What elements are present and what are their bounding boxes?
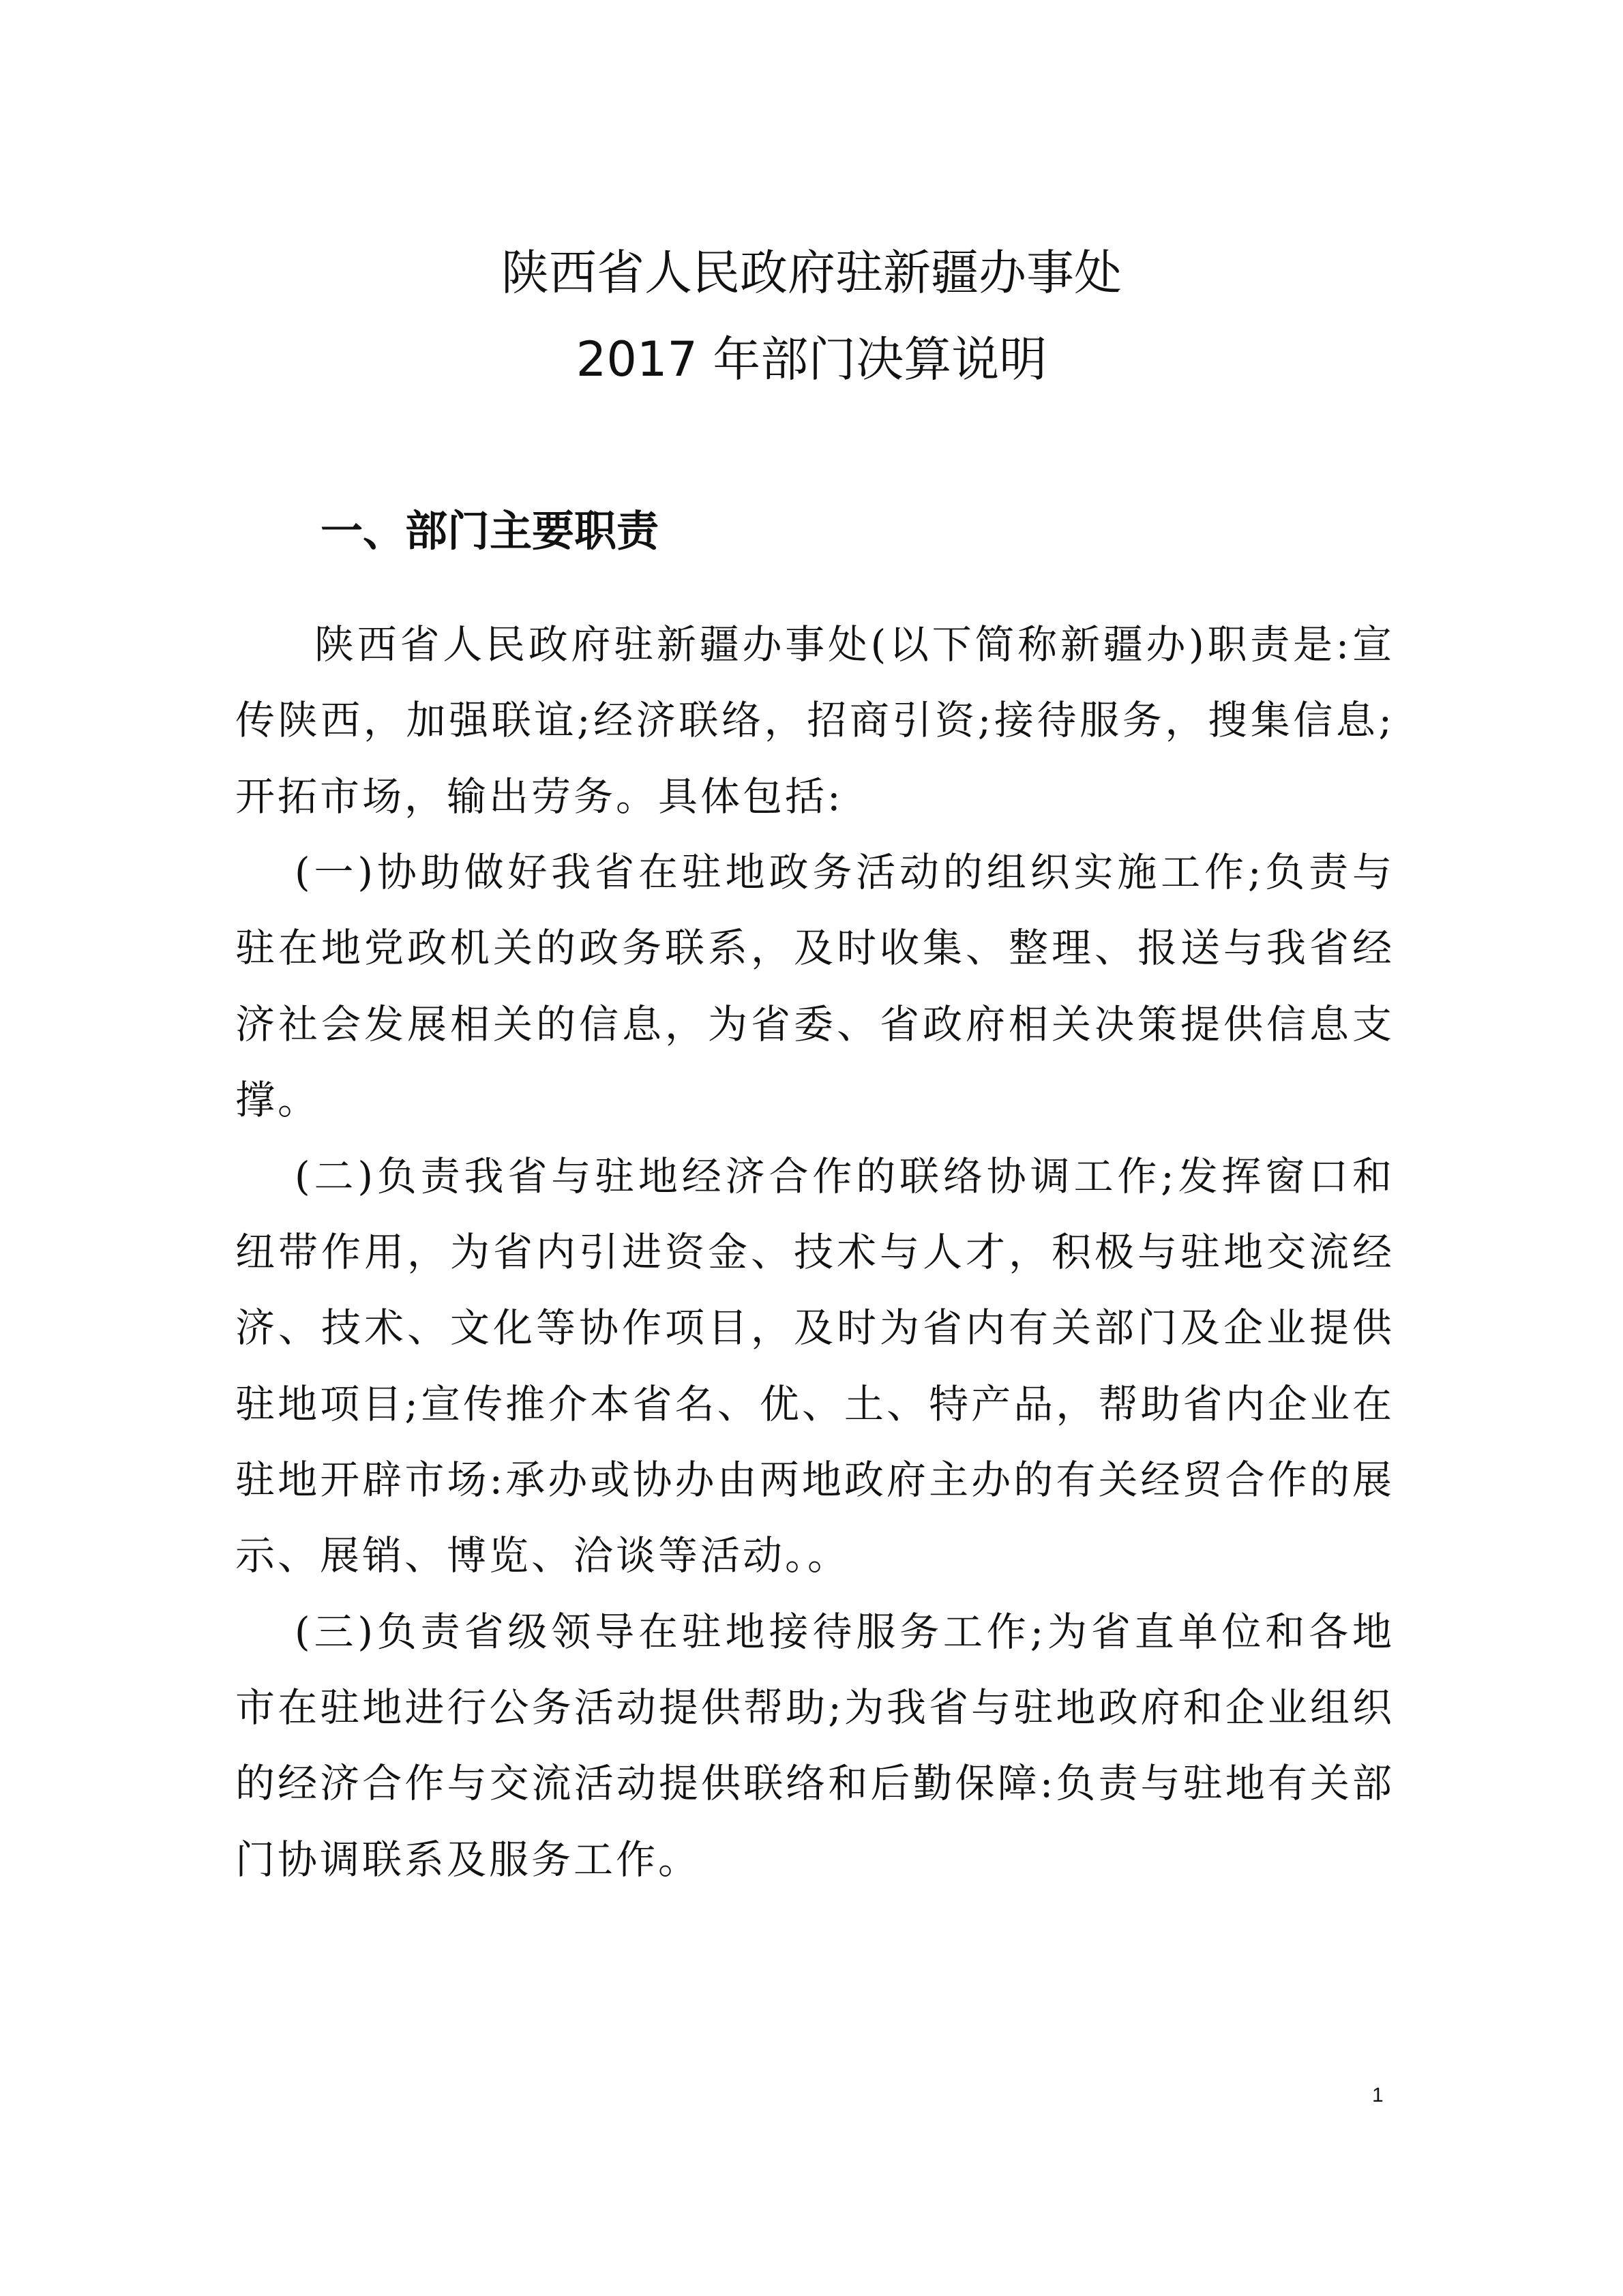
page-number: 1: [1372, 2084, 1384, 2106]
document-title: 陕西省人民政府驻新疆办事处: [501, 245, 1122, 301]
paragraph-item-2: (二)负责我省与驻地经济合作的联络协调工作;发挥窗口和纽带作用，为省内引进资金、技术与人才，积极与驻地交流经济、技术、文化等协作项目，及时为省内有关部门及企业提供驻地项目;宣传推介本省名、优、土、特产品，帮助省内企业在驻地开辟市场:承办或协办由两地政府主办的有关经贸合作的展示、展销、博览、洽谈等活动。。: [235, 1152, 1395, 1579]
paragraph-intro: 陕西省人民政府驻新疆办事处(以下简称新疆办)职责是:宣传陕西，加强联谊;经济联络，招商引资;接待服务，搜集信息;开拓市场，输出劳务。具体包括:: [235, 621, 1395, 820]
paragraph-item-1: (一)协助做好我省在驻地政务活动的组织实施工作;负责与驻在地党政机关的政务联系，及时收集、整理、报送与我省经济社会发展相关的信息，为省委、省政府相关决策提供信息支撑。: [235, 849, 1395, 1124]
paragraph-item-3: (三)负责省级领导在驻地接待服务工作;为省直单位和各地市在驻地进行公务活动提供帮助;为我省与驻地政府和企业组织的经济合作与交流活动提供联络和后勤保障:负责与驻地有关部门协调联系及服务工作。: [235, 1608, 1395, 1883]
document-body: [235, 607, 1395, 1898]
document-subtitle: 2017 年部门决算说明: [576, 331, 1047, 387]
section-heading: 一、部门主要职责: [321, 506, 659, 556]
